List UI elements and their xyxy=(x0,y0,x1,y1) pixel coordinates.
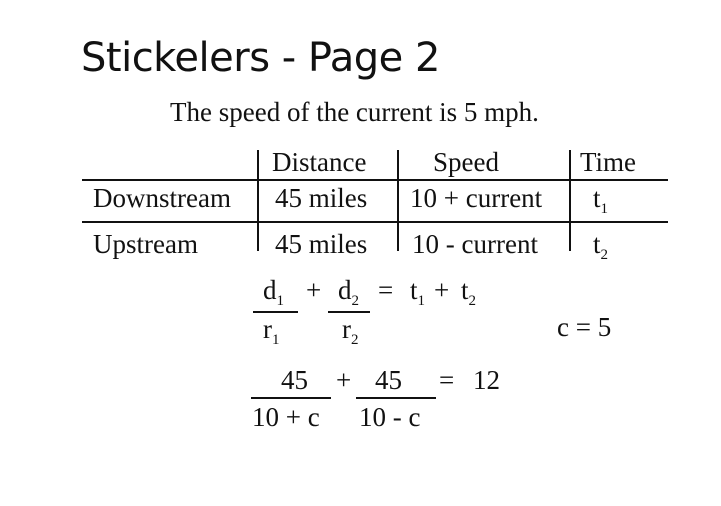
fraction-denominator: $r_2$ xyxy=(342,314,359,348)
equals-sign: = xyxy=(378,275,394,305)
row-distance: 45 miles xyxy=(275,229,368,259)
equals-sign: = xyxy=(439,365,455,395)
fraction-numerator: 45 xyxy=(281,365,308,395)
fraction-numerator: $d_1$ xyxy=(263,275,284,309)
fraction-bar xyxy=(251,397,331,399)
fraction-numerator: $d_2$ xyxy=(338,275,359,309)
header-time: Time xyxy=(580,147,637,177)
fraction-denominator: $r_1$ xyxy=(263,314,280,348)
plus-sign: + xyxy=(336,365,352,395)
plus-sign: + xyxy=(434,275,450,305)
page-title: Stickelers - Page 2 xyxy=(81,35,440,81)
row-time: $t_2$ xyxy=(593,229,609,263)
c-value: c = 5 xyxy=(557,312,612,342)
row-label: Downstream xyxy=(93,183,231,213)
row-time: $t_1$ xyxy=(593,183,609,217)
row-speed: 10 - current xyxy=(412,229,538,259)
row-speed: 10 + current xyxy=(410,183,543,213)
header-distance: Distance xyxy=(272,147,367,177)
rhs-term: $t_2$ xyxy=(461,275,477,309)
table-rule-top xyxy=(82,179,668,181)
row-distance: 45 miles xyxy=(275,183,368,213)
fraction-bar xyxy=(356,397,436,399)
fraction-denominator: 10 - c xyxy=(359,402,421,432)
header-speed: Speed xyxy=(433,147,499,177)
rhs-term: $t_1$ xyxy=(410,275,426,309)
fraction-bar xyxy=(253,311,298,313)
fraction-numerator: 45 xyxy=(375,365,402,395)
table-rule-middle xyxy=(82,221,668,223)
column-divider xyxy=(397,150,399,251)
fraction-denominator: 10 + c xyxy=(252,402,320,432)
subtitle: The speed of the current is 5 mph. xyxy=(170,97,539,127)
plus-sign: + xyxy=(306,275,322,305)
row-label: Upstream xyxy=(93,229,198,259)
column-divider xyxy=(257,150,259,251)
column-divider xyxy=(569,150,571,251)
fraction-bar xyxy=(328,311,370,313)
rhs-value: 12 xyxy=(473,365,500,395)
